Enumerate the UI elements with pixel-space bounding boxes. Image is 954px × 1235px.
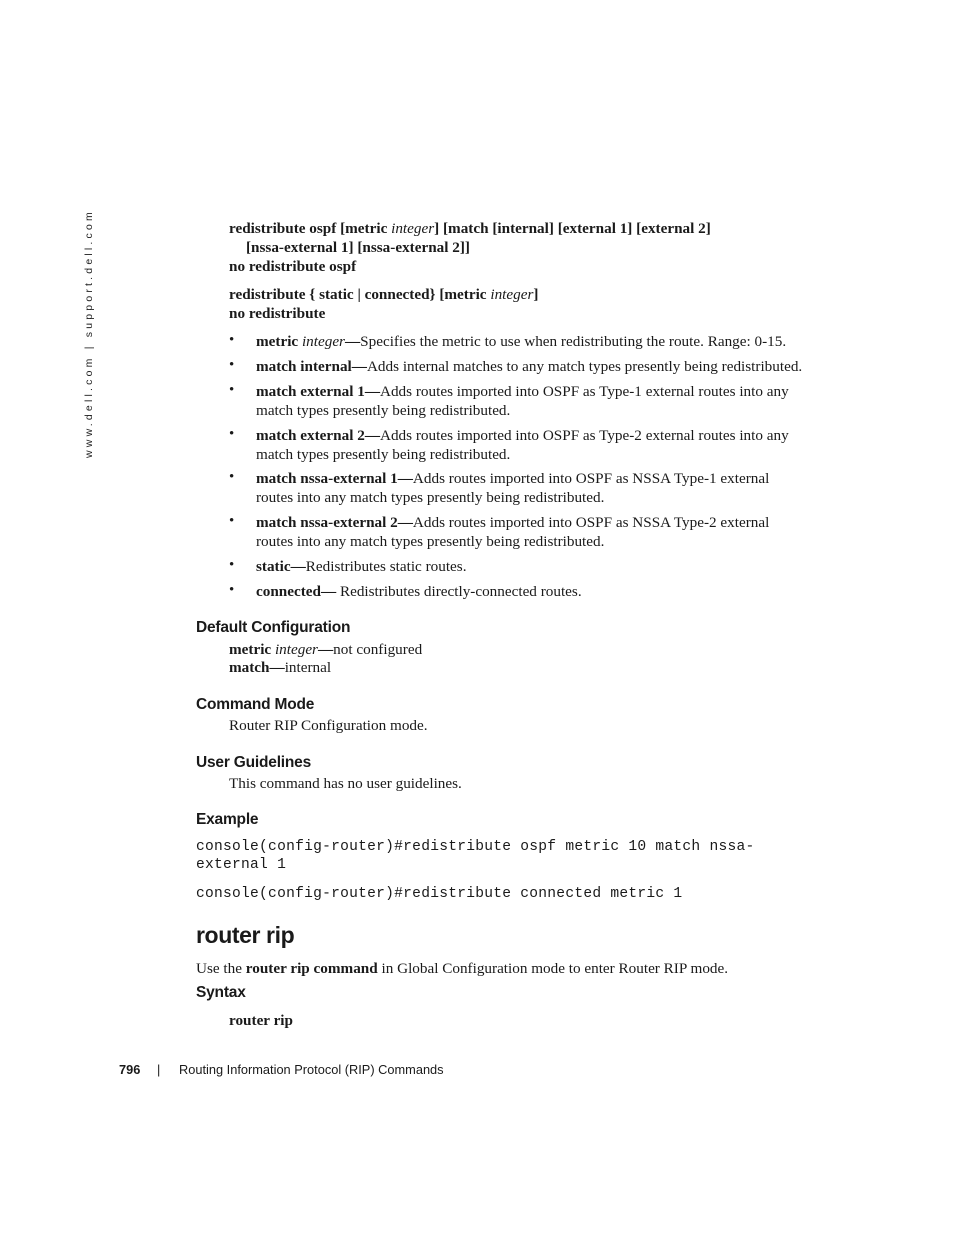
bullet-term: static [256,558,291,575]
list-item [256,382,789,401]
user-guidelines-text: This command has no user guidelines. [229,775,462,792]
bullet-desc: Adds routes imported into OSPF as NSSA Type-1 external [412,470,770,487]
example-code-2: console(config-router)#redistribute connected metric 1 [196,886,683,902]
bullet-dot: • [229,426,235,442]
router-rip-intro [196,959,728,978]
list-item [256,513,769,532]
default-config-heading: Default Configuration [196,619,351,636]
bullet-term: match nssa-external 2 [256,514,398,531]
bullet-desc: Redistributes static routes. [305,558,467,575]
list-item [256,332,786,351]
bullet-dot: • [229,332,235,348]
list-item-continuation: match types presently being redistributed. [256,402,511,419]
default-value: not configured [333,641,423,658]
syntax-line-4 [229,285,538,304]
bullet-term-arg: integer [301,333,345,350]
bullet-term: connected [256,583,321,600]
bullet-dash: — [397,514,413,531]
example-heading: Example [196,811,259,828]
bullet-desc: Adds routes imported into OSPF as Type-1 external routes into any [380,383,789,400]
syntax-line-1 [229,219,711,238]
intro-bold: router rip command [245,960,378,977]
bullet-dot: • [229,582,235,598]
bullet-term: match nssa-external 1 [256,470,398,487]
bullet-dash: — [364,383,380,400]
default-term: metric [229,641,275,658]
list-item [256,582,582,601]
bullet-term: metric [256,333,302,350]
sidebar-url: www.dell.com | support.dell.com [83,209,95,458]
syntax-cmd-2: redistribute { static | connected} [metric [229,286,491,303]
syntax-arg: integer [391,220,435,237]
bullet-dash: — [397,470,413,487]
section-title: router rip [196,922,295,948]
list-item [256,557,467,576]
default-config-line-2 [229,658,331,677]
bullet-desc: Adds routes imported into OSPF as NSSA Type-2 external [412,514,770,531]
syntax-line-3 [229,257,356,276]
syntax-arg-2: integer [490,286,534,303]
bullet-dash: — [364,427,380,444]
bullet-dash: — [320,583,340,600]
bullet-term: match external 2 [256,427,365,444]
footer-chapter: Routing Information Protocol (RIP) Commands [179,1062,444,1077]
syntax-line-2 [246,238,470,257]
bullet-dot: • [229,513,235,529]
syntax-line-5 [229,304,325,323]
default-dash: — [269,659,285,676]
syntax-line-3-text: no redistribute ospf [229,258,357,275]
intro-pre: Use the [196,960,246,977]
bullet-desc: Adds internal matches to any match types presently being redistributed. [366,358,803,375]
default-arg: integer [274,641,318,658]
bullet-dash: — [344,333,361,350]
default-value: internal [284,659,332,676]
bullet-desc: Specifies the metric to use when redistributing the route. Range: 0-15. [360,333,787,350]
bullet-dot: • [229,557,235,573]
command-mode-heading: Command Mode [196,696,315,713]
bullet-dash: — [290,558,306,575]
command-mode-text: Router RIP Configuration mode. [229,717,428,734]
default-term: match [229,659,270,676]
bullet-desc: Adds routes imported into OSPF as Type-2 external routes into any [380,427,789,444]
bullet-term: match internal [256,358,352,375]
router-rip-syntax [229,1011,293,1030]
router-rip-syntax-text: router rip [229,1012,293,1029]
intro-post: in Global Configuration mode to enter Router RIP mode. [377,960,729,977]
footer-separator: | [157,1062,161,1077]
syntax-line-2-text: [nssa-external 1] [nssa-external 2]] [246,239,470,256]
default-dash: — [317,641,334,658]
default-config-line-1 [229,640,422,659]
page-number: 796 [119,1062,141,1077]
list-item-continuation: routes into any match types presently being redistributed. [256,533,605,550]
syntax-heading: Syntax [196,984,246,1001]
list-item [256,469,769,488]
syntax-cmd: redistribute ospf [metric [229,220,392,237]
list-item [256,357,802,376]
syntax-rest-2: ] [533,286,539,303]
user-guidelines-heading: User Guidelines [196,754,312,771]
bullet-term: match external 1 [256,383,365,400]
syntax-rest: ] [match [internal] [external 1] [external 2] [434,220,711,237]
list-item-continuation: match types presently being redistributed. [256,446,511,463]
bullet-dot: • [229,357,235,373]
bullet-dash: — [351,358,367,375]
list-item-continuation: routes into any match types presently being redistributed. [256,489,605,506]
syntax-line-5-text: no redistribute [229,305,326,322]
example-code-1-line-1: console(config-router)#redistribute ospf metric 10 match nssa- [196,839,755,855]
list-item [256,426,789,445]
bullet-desc: Redistributes directly-connected routes. [339,583,582,600]
bullet-dot: • [229,382,235,398]
example-code-1-line-2: external 1 [196,857,287,873]
bullet-dot: • [229,469,235,485]
